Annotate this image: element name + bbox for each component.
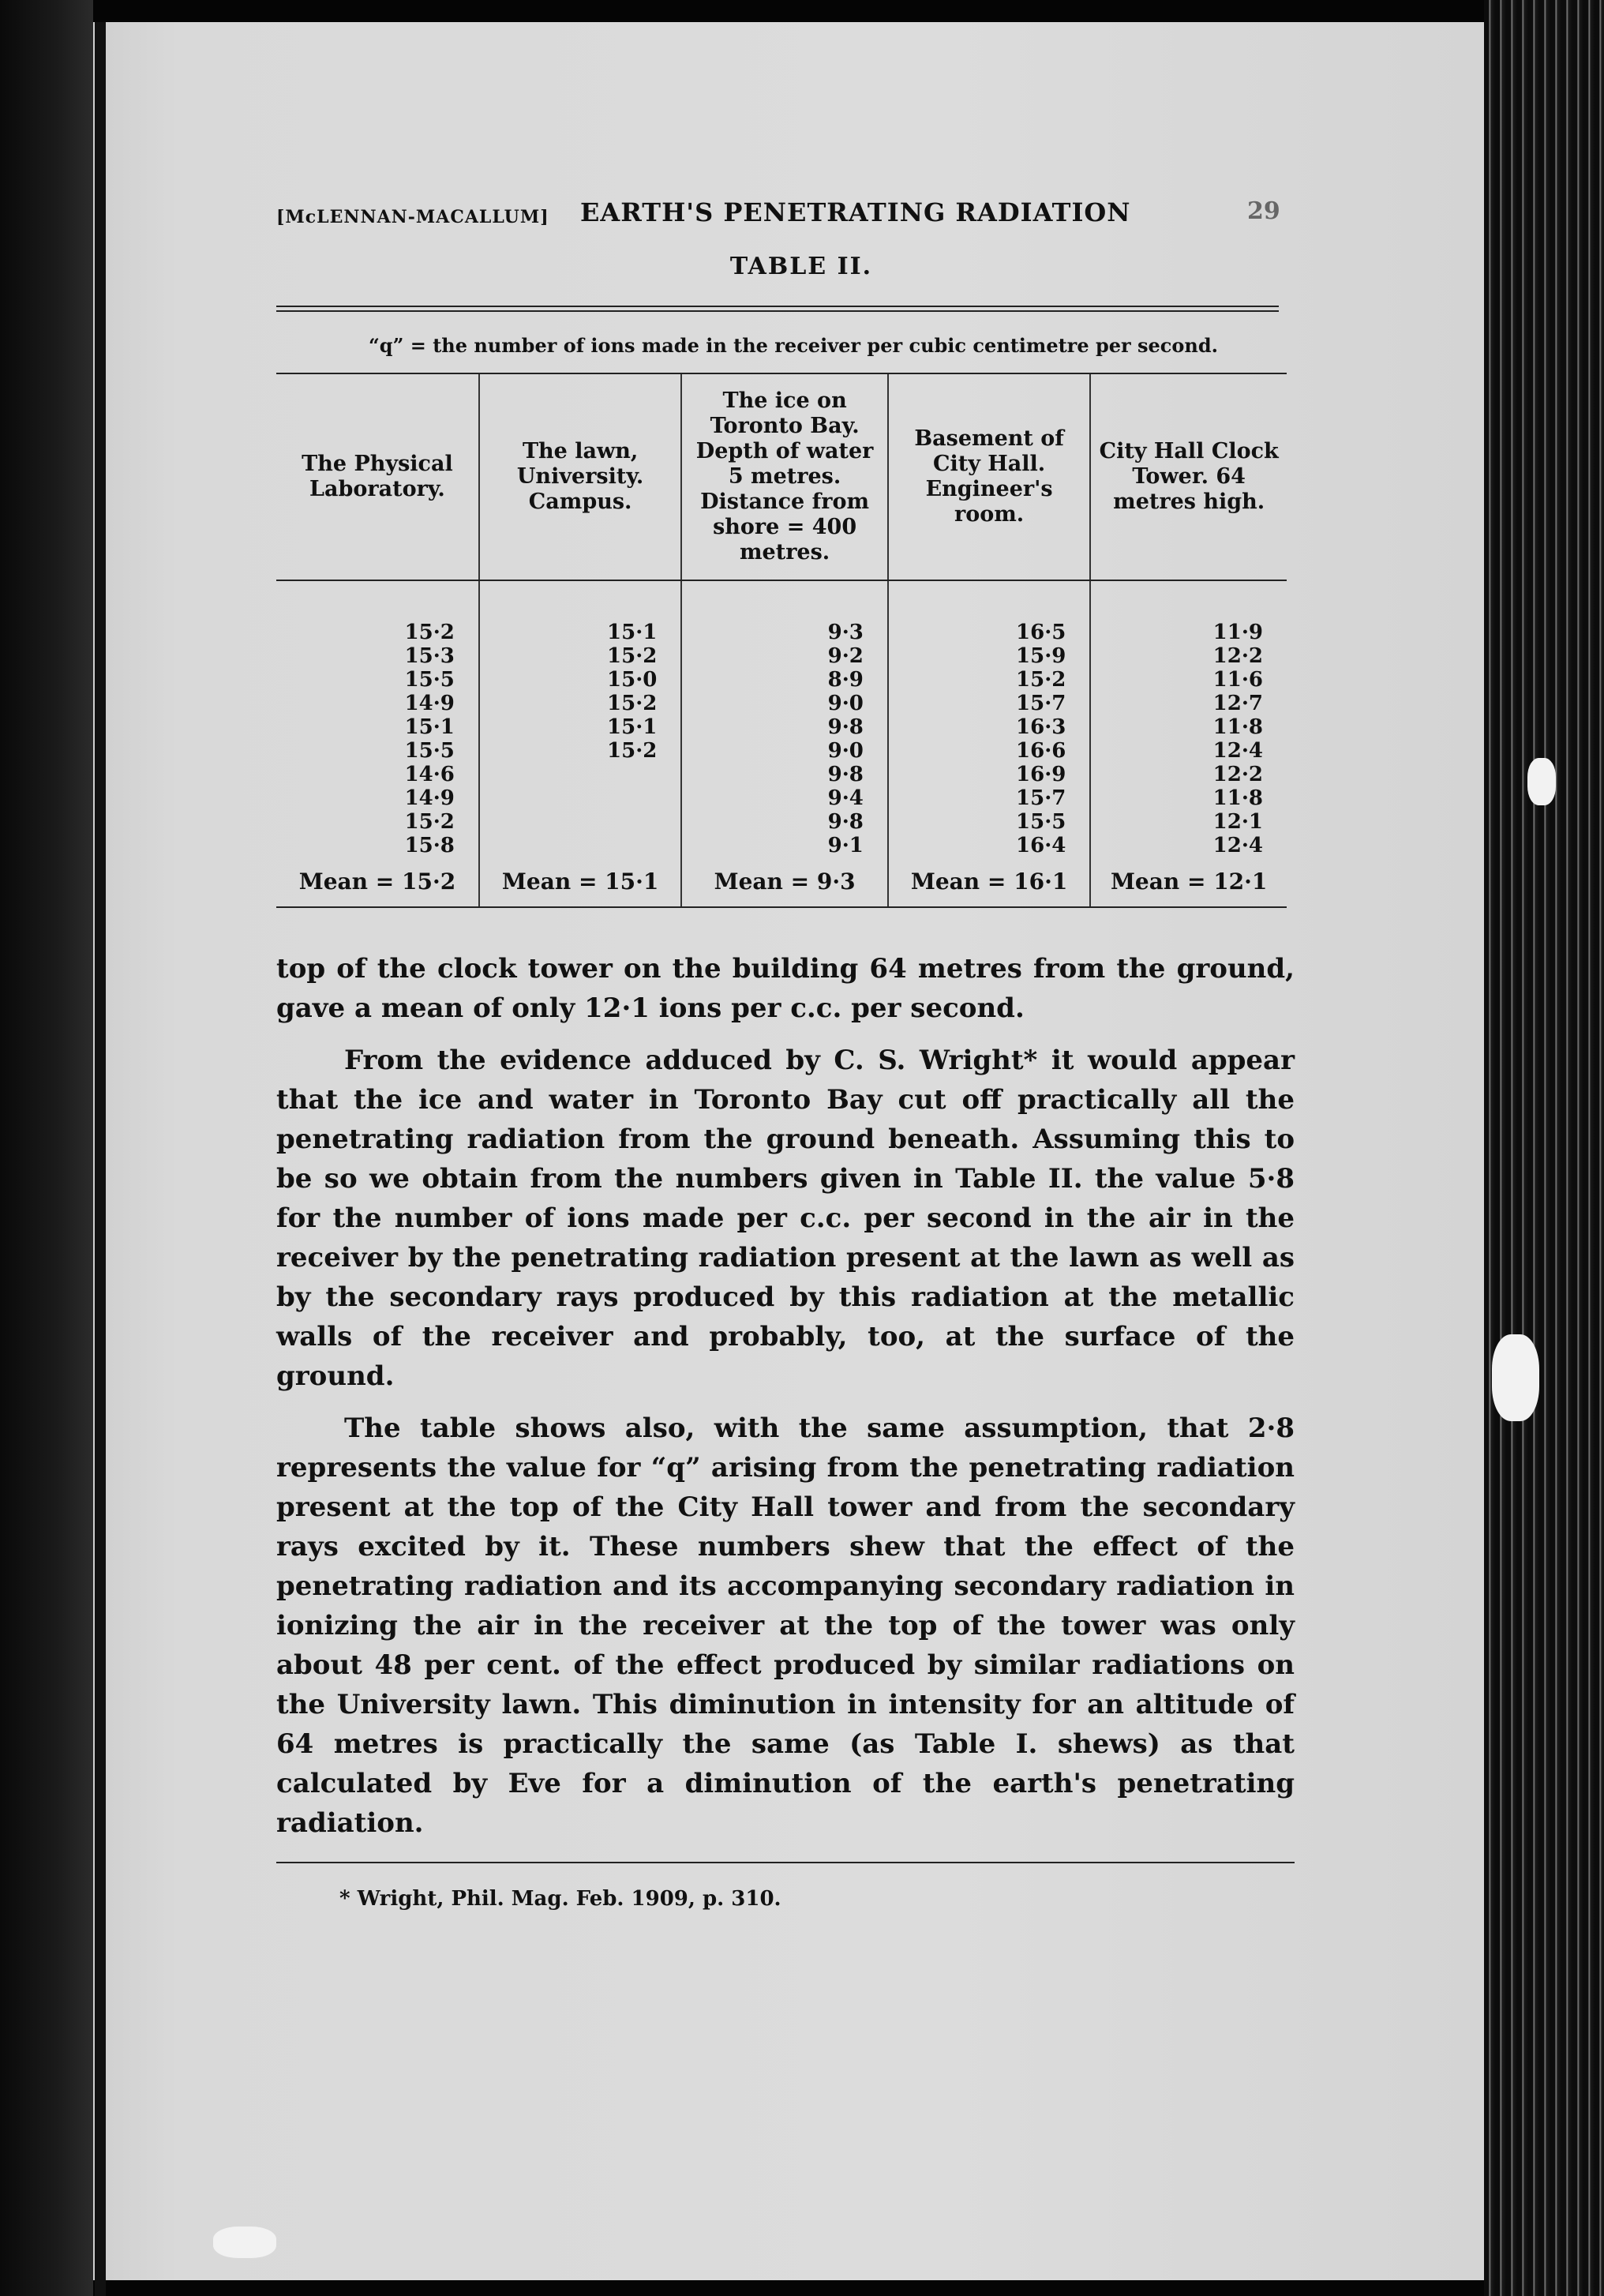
column-mean: Mean = 9·3 [681, 857, 888, 907]
column-values [479, 616, 681, 857]
running-head [276, 197, 1295, 237]
table-cell: 9·3 [827, 621, 864, 644]
paper-damage-mark [1527, 758, 1556, 805]
paper-damage-mark [213, 2227, 276, 2258]
scan-left-margin [0, 0, 93, 2296]
body-text [276, 949, 1295, 1843]
table-title: TABLE II. [729, 253, 873, 280]
table-cell: 15·5 [1016, 810, 1066, 834]
table-cell: 11·8 [1212, 715, 1263, 739]
table-cell: 15·2 [1016, 668, 1066, 692]
column-header: The Physical Laboratory. [276, 373, 479, 580]
table-cell: 12·7 [1212, 692, 1263, 715]
column-values [681, 616, 888, 857]
column-values [1090, 616, 1287, 857]
table-caption: “q” = the number of ions made in the receiver per cubic centimetre per second. [369, 334, 1218, 357]
table-cell: 12·2 [1212, 644, 1263, 668]
table-cell: 15·0 [607, 668, 658, 692]
running-head-title: EARTH'S PENETRATING RADIATION [580, 197, 1131, 227]
running-head-author: [McLENNAN-MACALLUM] [276, 207, 549, 227]
table-mean-row [276, 857, 1287, 907]
table-cell: 9·2 [827, 644, 864, 668]
table-cell: 15·2 [607, 692, 658, 715]
footnote: * Wright, Phil. Mag. Feb. 1909, p. 310. [339, 1887, 781, 1911]
column-header: City Hall Clock Tower. 64 metres high. [1090, 373, 1287, 580]
paragraph: top of the clock tower on the building 64 metres from the ground, gave a mean of only 12·1 ions per c.c. per second. [276, 953, 1295, 1024]
column-values [888, 616, 1091, 857]
table-values-row [276, 616, 1287, 857]
table-cell: 8·9 [827, 668, 864, 692]
document-page [276, 197, 1295, 1911]
table-cell: 9·8 [827, 715, 864, 739]
column-header: The ice on Toronto Bay. Depth of water 5 metres. Distance from shore = 400 metres. [681, 373, 888, 580]
table-cell: 15·1 [404, 715, 455, 739]
table-cell: 9·8 [827, 763, 864, 786]
table-cell: 9·0 [827, 739, 864, 763]
table-cell: 11·6 [1212, 668, 1263, 692]
table-cell: 16·3 [1016, 715, 1066, 739]
table-cell: 16·6 [1016, 739, 1066, 763]
table-top-rule [276, 306, 1279, 312]
table-cell: 12·4 [1212, 834, 1263, 857]
table-cell: 12·4 [1212, 739, 1263, 763]
book-page-edges [1484, 0, 1604, 2296]
table-cell: 15·7 [1016, 692, 1066, 715]
table-cell: 9·0 [827, 692, 864, 715]
table-cell: 15·1 [607, 621, 658, 644]
book-spine-edge [95, 22, 106, 2296]
table-cell: 15·3 [404, 644, 455, 668]
table-cell: 9·8 [827, 810, 864, 834]
table-header-row [276, 373, 1287, 580]
table-cell: 15·7 [1016, 786, 1066, 810]
table-cell: 16·5 [1016, 621, 1066, 644]
table-cell: 14·6 [404, 763, 455, 786]
table-cell: 15·8 [404, 834, 455, 857]
column-mean: Mean = 15·1 [479, 857, 681, 907]
table-cell: 15·2 [607, 644, 658, 668]
column-mean: Mean = 15·2 [276, 857, 479, 907]
column-header: Basement of City Hall. Engineer's room. [888, 373, 1091, 580]
table-cell: 15·1 [607, 715, 658, 739]
column-mean: Mean = 16·1 [888, 857, 1091, 907]
table-cell: 11·8 [1212, 786, 1263, 810]
table-cell: 15·5 [404, 668, 455, 692]
table-cell: 9·1 [827, 834, 864, 857]
column-header: The lawn, University. Campus. [479, 373, 681, 580]
page-number: 29 [1247, 197, 1280, 225]
column-mean: Mean = 12·1 [1090, 857, 1287, 907]
paper-damage-mark [1492, 1334, 1539, 1421]
table-cell: 16·9 [1016, 763, 1066, 786]
paragraph: From the evidence adduced by C. S. Wright* it would appear that the ice and water in Toronto Bay cut off practically all the penetrating radiation from the ground beneath. Assuming this to be so we obtain from the numbers given in Table II. the value 5·8 for the number of ions made per c.c. per second in the air in the receiver by the penetrating radiation present at the lawn as well as by the secondary rays produced by this radiation at the metallic walls of the receiver and probably, too, at the surface of the ground. [276, 1045, 1295, 1392]
table-cell: 15·2 [404, 810, 455, 834]
table-cell: 11·9 [1212, 621, 1263, 644]
data-table [276, 373, 1287, 908]
table-cell: 12·1 [1212, 810, 1263, 834]
table-cell: 15·2 [607, 739, 658, 763]
table-cell: 16·4 [1016, 834, 1066, 857]
table-cell: 9·4 [827, 786, 864, 810]
table-cell: 14·9 [404, 692, 455, 715]
table-cell: 15·9 [1016, 644, 1066, 668]
column-values [276, 616, 479, 857]
table-cell: 15·5 [404, 739, 455, 763]
table-cell: 14·9 [404, 786, 455, 810]
paragraph: The table shows also, with the same assumption, that 2·8 represents the value for “q” arising from the penetrating radiation present at the top of the City Hall tower and from the secondary rays excited by it. These numbers shew that the effect of the penetrating radiation and its accompanying secondary radiation in ionizing the air in the receiver at the top of the tower was only about 48 per cent. of the effect produced by similar radiations on the University lawn. This diminution in intensity for an altitude of 64 metres is practically the same (as Table I. shews) as that calculated by Eve for a diminution of the earth's penetrating radiation. [276, 1412, 1295, 1839]
table-cell: 12·2 [1212, 763, 1263, 786]
table-cell: 15·2 [404, 621, 455, 644]
footnote-rule [276, 1862, 1295, 1863]
